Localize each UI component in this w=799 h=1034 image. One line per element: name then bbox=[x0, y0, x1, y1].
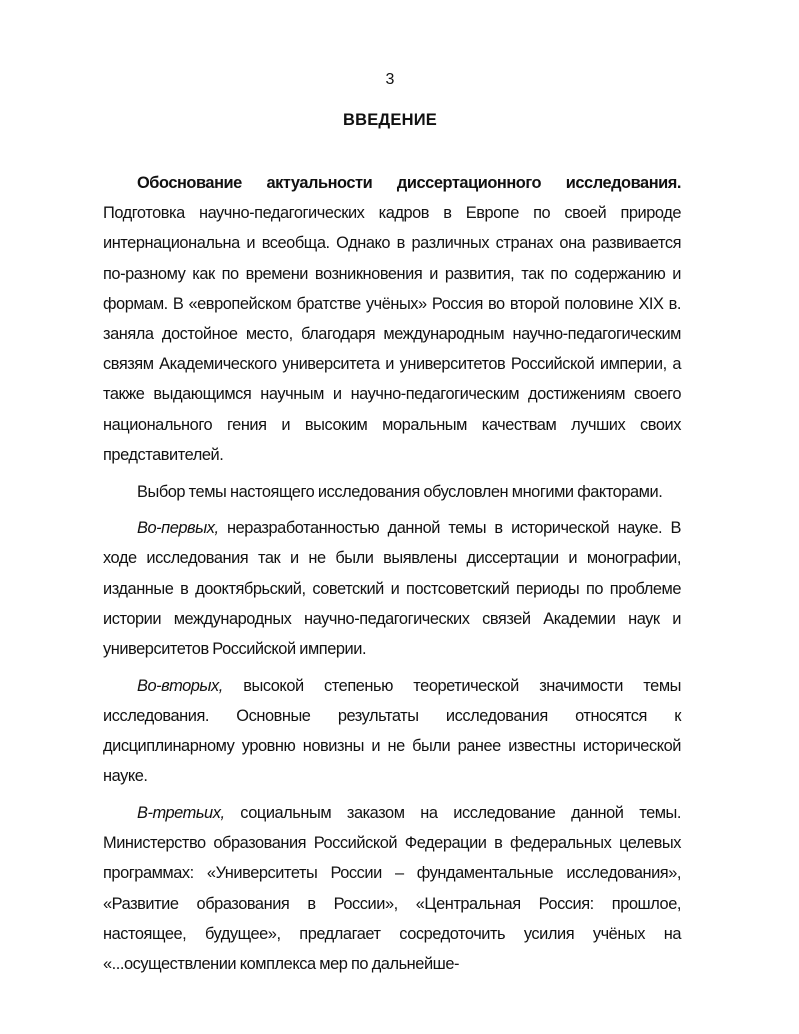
paragraph-text: Подготовка научно-педагогических кадров в Европе по своей природе интернациональна и всеобща. Однако в различных странах она развивается по-разному как по времени возникновения и развития, так по содержанию и формам. В «европейском братстве учёных» Россия во второй половине XIX в. заняла достойное место, благодаря международным научно-педагогическим связям Академического университета и университетов Российской империи, а также выдающимся научным и научно-педагогическим достижениям своего национального гения и высоким моральным качествам лучших своих представителей. bbox=[103, 204, 681, 464]
paragraph-text: неразработанностью данной темы в исторической науке. В ходе исследования так и не были выявлены диссертации и монографии, изданные в дооктябрьский, советский и постсоветский периоды по проблеме истории международных научно-педагогических связей Академии наук и университетов Российской империи. bbox=[103, 519, 681, 659]
page-number: 3 bbox=[385, 71, 395, 88]
paragraph-first-factor bbox=[103, 513, 681, 664]
paragraph-relevance bbox=[103, 168, 681, 470]
paragraph-topic-choice bbox=[103, 477, 681, 507]
paragraph-second-factor bbox=[103, 671, 681, 792]
paragraph-text: высокой степенью теоретической значимости темы исследования. Основные результаты исследования относятся к дисциплинарному уровню новизны и не были ранее известны исторической науке. bbox=[103, 676, 681, 786]
paragraph-lead: Обоснование актуальности диссертационного исследования. bbox=[137, 174, 681, 192]
body-text bbox=[103, 168, 681, 986]
section-heading: ВВЕДЕНИЕ bbox=[343, 111, 437, 129]
paragraph-emphasis: Во-вторых, bbox=[137, 676, 223, 695]
paragraph-emphasis: Во-первых, bbox=[137, 519, 219, 538]
paragraph-text: Выбор темы настоящего исследования обусловлен многими факторами. bbox=[137, 482, 663, 501]
paragraph-emphasis: В-третьих, bbox=[137, 804, 225, 823]
paragraph-text: социальным заказом на исследование данной темы. Министерство образования Российской Федерации в федеральных целевых программах: «Университеты России – фундаментальные исследования», «Развитие образования в России», «Центральная Россия: прошлое, настоящее, будущее», предлагает сосредоточить усилия учёных на «...осуществлении комплекса мер по дальнейше- bbox=[103, 804, 681, 974]
paragraph-third-factor bbox=[103, 798, 681, 979]
